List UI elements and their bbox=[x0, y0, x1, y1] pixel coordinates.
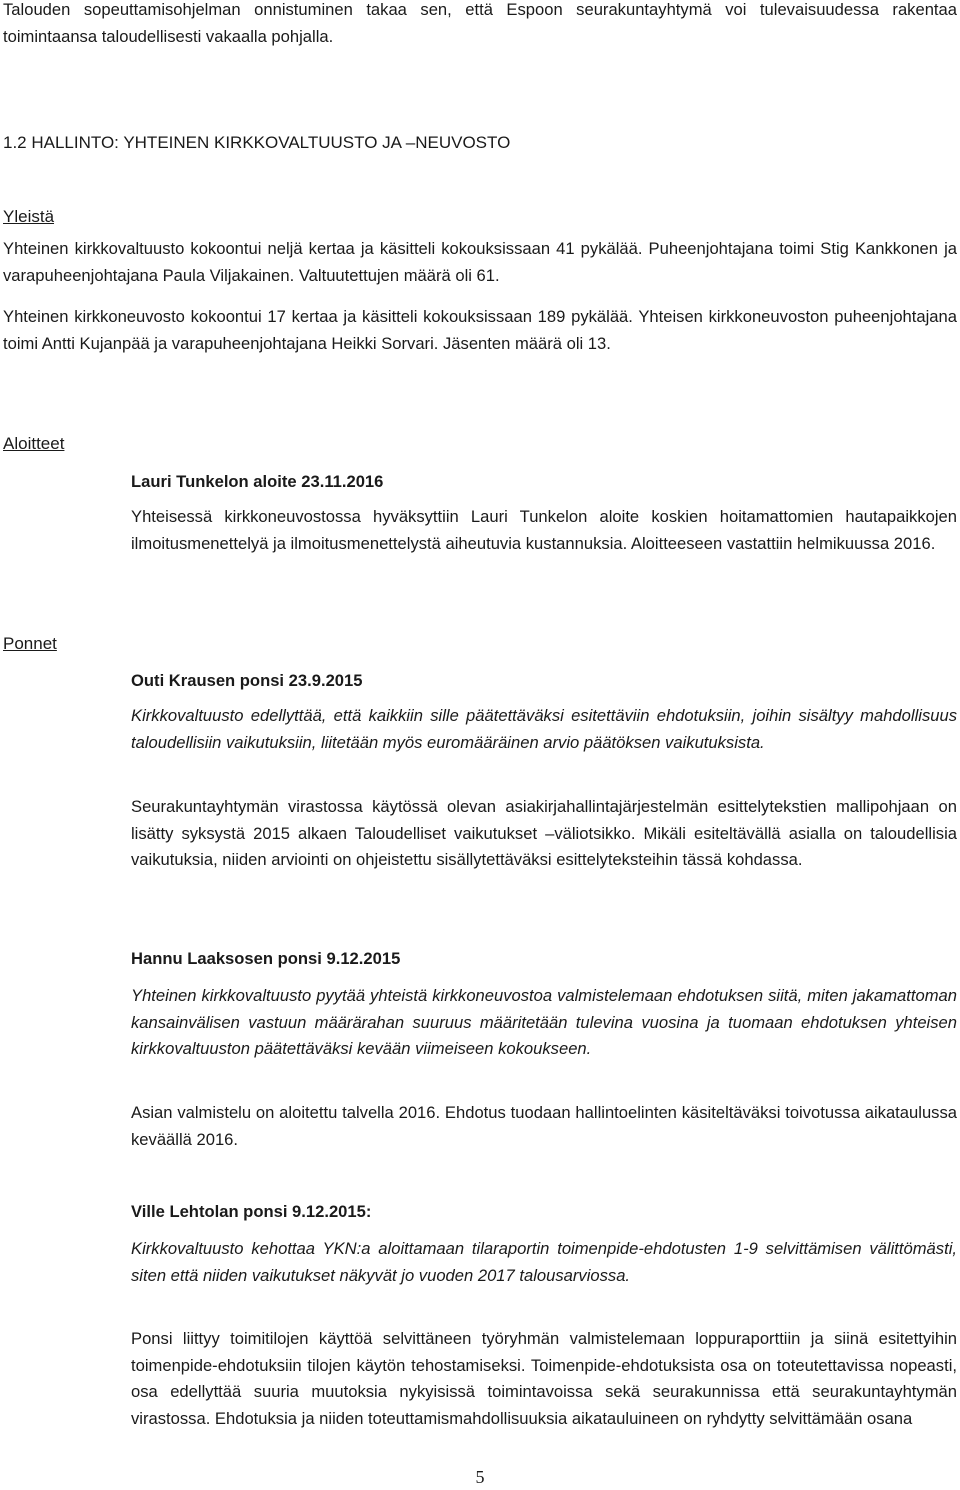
aloite-text: Yhteisessä kirkkoneuvostossa hyväksyttiin Lauri Tunkelon aloite koskien hoitamattomien hautapaikkojen ilmoitusmenettelyä ja ilmoitusmenettelystä aiheutuvia kustannuksia. Aloitteeseen vastattiin helmikuussa 2016. bbox=[131, 507, 957, 553]
ponsi-text-2: Asian valmistelu on aloitettu talvella 2016. Ehdotus tuodaan hallintoelinten käsiteltäväksi toivotussa aikataulussa keväällä 2016. bbox=[131, 1103, 957, 1149]
ponnet-title: Ponnet bbox=[3, 634, 57, 653]
yleista-paragraph-1: Yhteinen kirkkovaltuusto kokoontui neljä kertaa ja käsitteli kokouksissaan 41 pykälää. Puheenjohtajana toimi Stig Kankkonen ja varapuheenjohtajana Paula Viljakainen. Valtuutettujen määrä oli 61. bbox=[3, 239, 957, 285]
ponsi-text-1: Seurakuntayhtymän virastossa käytössä olevan asiakirjahallintajärjestelmän esittelytekstien mallipohjaan on lisätty syksystä 2015 alkaen Taloudelliset vaikutukset –väliotsikko. Mikäli esiteltävällä asialla on taloudellisia vaikutuksia, niiden arviointi on ohjeistettu sisällytettäväksi esittelyteksteihin tässä kohdassa. bbox=[131, 797, 957, 869]
ponsi-quote-1: Kirkkovaltuusto edellyttää, että kaikkiin sille päätettäväksi esitettäviin ehdotuksiin, joihin sisältyy mahdollisuus taloudellisiin vaikutuksiin, liitetään myös euromääräinen arvio päätöksen vaikutuksista. bbox=[131, 706, 957, 752]
ponsi-title-1: Outi Krausen ponsi 23.9.2015 bbox=[131, 671, 363, 690]
aloitteet-title: Aloitteet bbox=[3, 434, 65, 453]
section-heading: 1.2 HALLINTO: YHTEINEN KIRKKOVALTUUSTO JA –NEUVOSTO bbox=[3, 133, 511, 152]
yleista-paragraph-2: Yhteinen kirkkoneuvosto kokoontui 17 kertaa ja käsitteli kokouksissaan 189 pykälää. Yhteisen kirkkoneuvoston puheenjohtajana toimi Antti Kujanpää ja varapuheenjohtajana Heikki Sorvari. Jäsenten määrä oli 13. bbox=[3, 307, 957, 353]
page-number: 5 bbox=[475, 1467, 485, 1487]
ponsi-quote-3: Kirkkovaltuusto kehottaa YKN:a aloittamaan tilaraportin toimenpide-ehdotusten 1-9 selvittämisen välittömästi, siten että niiden vaikutukset näkyvät jo vuoden 2017 talousarviossa. bbox=[131, 1239, 957, 1285]
ponsi-title-2: Hannu Laaksosen ponsi 9.12.2015 bbox=[131, 949, 401, 968]
intro-paragraph: Talouden sopeuttamisohjelman onnistuminen takaa sen, että Espoon seurakuntayhtymä voi tulevaisuudessa rakentaa toimintaansa taloudellisesti vakaalla pohjalla. bbox=[3, 0, 957, 46]
yleista-title: Yleistä bbox=[3, 207, 55, 226]
aloite-title: Lauri Tunkelon aloite 23.11.2016 bbox=[131, 472, 384, 491]
ponsi-title-3: Ville Lehtolan ponsi 9.12.2015: bbox=[131, 1202, 372, 1221]
ponsi-quote-2: Yhteinen kirkkovaltuusto pyytää yhteistä kirkkoneuvostoa valmistelemaan ehdotuksen siitä, miten jakamattoman kansainvälisen vastuun määrärahan suuruus määritetään tulevina vuosina ja tuomaan ehdotuksen yhteisen kirkkovaltuuston päätettäväksi kevään viimeiseen kokoukseen. bbox=[131, 986, 957, 1058]
ponsi-text-3: Ponsi liittyy toimitilojen käyttöä selvittäneen työryhmän valmistelemaan loppuraporttiin ja siinä esitettyihin toimenpide-ehdotuksiin tilojen käytön tehostamiseksi. Toimenpide-ehdotuksista osa on toteutettavissa nopeasti, osa edellyttää suuria muutoksia nykyisissä toimintavoissa sekä seurakunnissa että seurakuntayhtymän virastossa. Ehdotuksia ja niiden toteuttamismahdollisuuksia aikatauluineen on ryhdytty selvittämään osana bbox=[131, 1329, 957, 1428]
